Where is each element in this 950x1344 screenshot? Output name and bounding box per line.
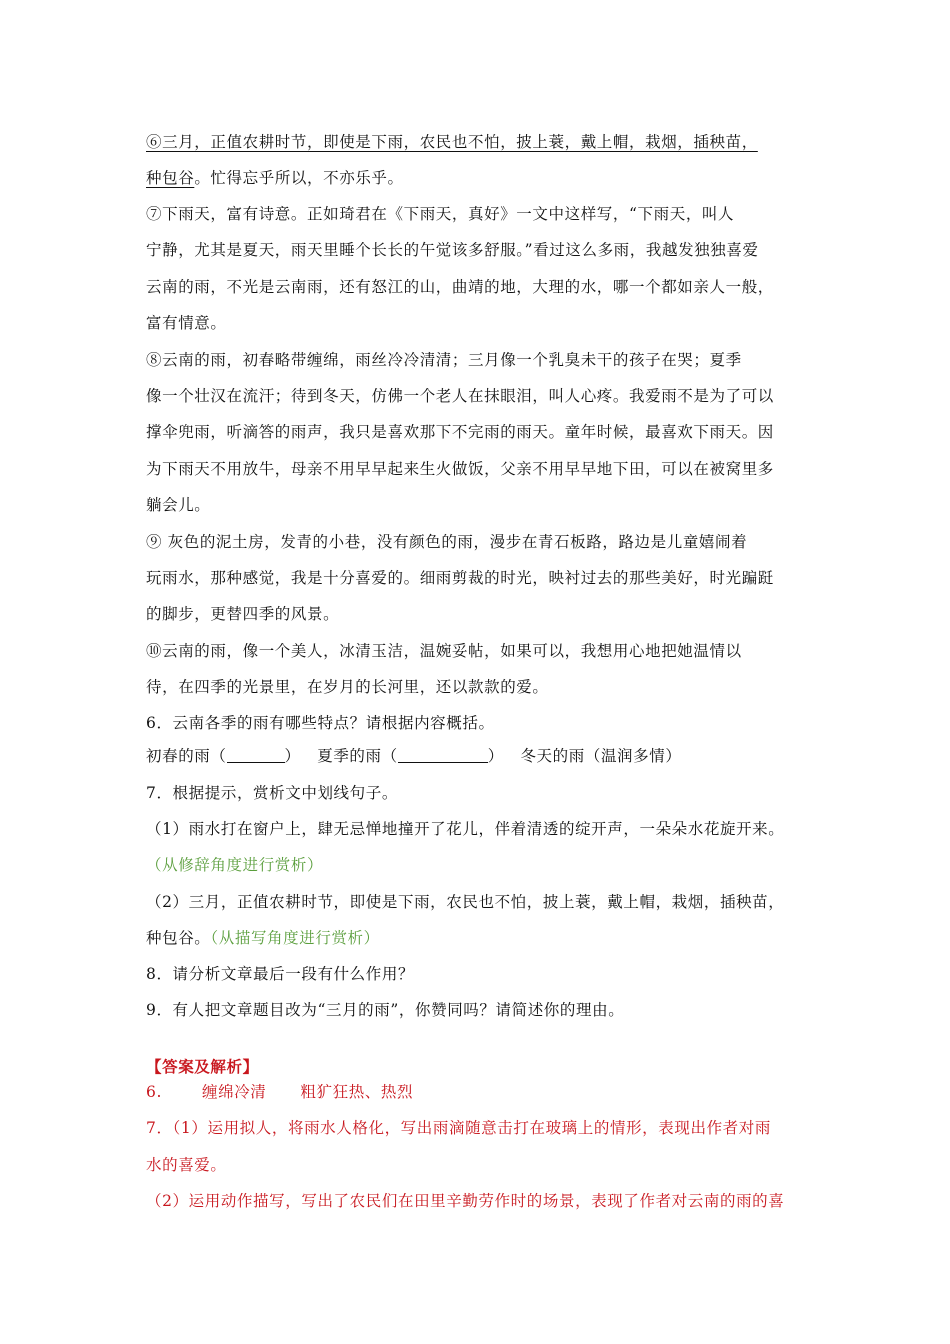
para9-line1: ⑨ 灰色的泥土房，发青的小巷，没有颜色的雨，漫步在青石板路，路边是儿童嬉闹着: [146, 533, 748, 551]
question-6-blanks: 初春的雨（ ） 夏季的雨（ ） 冬天的雨（温润多情）: [146, 747, 682, 765]
question-9: 9．有人把文章题目改为“三月的雨”，你赞同吗？请简述你的理由。: [146, 1001, 625, 1019]
q6-blank-2[interactable]: [398, 746, 488, 763]
para7-line2: 宁静，尤其是夏天，雨天里睡个长长的午觉该多舒服。”看过这么多雨，我越发独独喜爱: [146, 241, 759, 259]
para8-line2: 像一个壮汉在流汗；待到冬天，仿佛一个老人在抹眼泪，叫人心疼。我爱雨不是为了可以: [146, 387, 774, 405]
para6-line1: ⑥三月，正值农耕时节，即使是下雨，农民也不怕，披上蓑，戴上帽，栽烟，插秧苗，: [146, 133, 758, 151]
answer-7-line2: 水的喜爱。: [146, 1156, 227, 1174]
para9-line2: 玩雨水，那种感觉，我是十分喜爱的。细雨剪裁的时光，映衬过去的那些美好，时光蹁跹: [146, 569, 774, 587]
q7-hint-2: （从描写角度进行赏析）: [210, 929, 380, 947]
q7-hint-1: （从修辞角度进行赏析）: [146, 856, 324, 874]
q6-item-early-spring: 初春的雨（: [146, 747, 227, 765]
answer-6: 6. 缠绵冷清 粗犷狂热、热烈: [146, 1083, 414, 1101]
para9-line3: 的脚步，更替四季的风景。: [146, 605, 340, 623]
answer-7-line1: 7．（1）运用拟人，将雨水人格化，写出雨滴随意击打在玻璃上的情形，表现出作者对雨: [146, 1119, 771, 1137]
para8-line1: ⑧云南的雨，初春略带缠绵，雨丝冷冷清清；三月像一个乳臭未干的孩子在哭；夏季: [146, 351, 742, 369]
answer-6-part1: 缠绵冷清: [202, 1083, 267, 1101]
question-7: 7．根据提示，赏析文中划线句子。: [146, 784, 398, 802]
q7-sentence-2-line2: 种包谷。（从描写角度进行赏析）: [146, 929, 380, 947]
para8-line5: 躺会儿。: [146, 496, 211, 514]
question-6: 6．云南各季的雨有哪些特点？请根据内容概括。: [146, 714, 495, 732]
q6-blank-1[interactable]: [227, 746, 285, 763]
para10-line2: 待，在四季的光景里，在岁月的长河里，还以款款的爱。: [146, 678, 549, 696]
q6-item-winter: 冬天的雨（温润多情）: [520, 747, 682, 765]
para7-line1: ⑦下雨天，富有诗意。正如琦君在《下雨天，真好》一文中这样写，“下雨天，叫人: [146, 205, 735, 223]
answer-7-line3: （2）运用动作描写，写出了农民们在田里辛勤劳作时的场景，表现了作者对云南的雨的喜: [146, 1192, 785, 1210]
para6-underlined-tail: 种包谷: [146, 169, 195, 187]
para6-line2-rest: 。忙得忘乎所以，不亦乐乎。: [194, 169, 404, 187]
para6-line2: [146, 167, 826, 189]
para10-line1: ⑩云南的雨，像一个美人，冰清玉洁，温婉妥帖，如果可以，我想用心地把她温情以: [146, 642, 742, 660]
q7-sentence-2: （2）三月，正值农耕时节，即使是下雨，农民也不怕，披上蓑，戴上帽，栽烟，插秧苗，: [146, 893, 785, 911]
para7-line3: 云南的雨，不光是云南雨，还有怒江的山，曲靖的地，大理的水，哪一个都如亲人一般，: [146, 278, 774, 296]
answers-heading: 【答案及解析】: [146, 1057, 259, 1076]
question-8: 8．请分析文章最后一段有什么作用？: [146, 965, 415, 983]
q6-item-summer: 夏季的雨（: [317, 747, 398, 765]
para7-line4: 富有情意。: [146, 314, 227, 332]
answer-6-part2: 粗犷狂热、热烈: [300, 1083, 414, 1101]
para8-line3: 撑伞兜雨，听滴答的雨声，我只是喜欢那下不完雨的雨天。童年时候，最喜欢下雨天。因: [146, 423, 774, 441]
para8-line4: 为下雨天不用放牛，母亲不用早早起来生火做饭，父亲不用早早地下田，可以在被窝里多: [146, 460, 774, 478]
q7-sentence-1: （1）雨水打在窗户上，肆无忌惮地撞开了花儿，伴着清透的绽开声，一朵朵水花旋开来。: [146, 820, 785, 838]
